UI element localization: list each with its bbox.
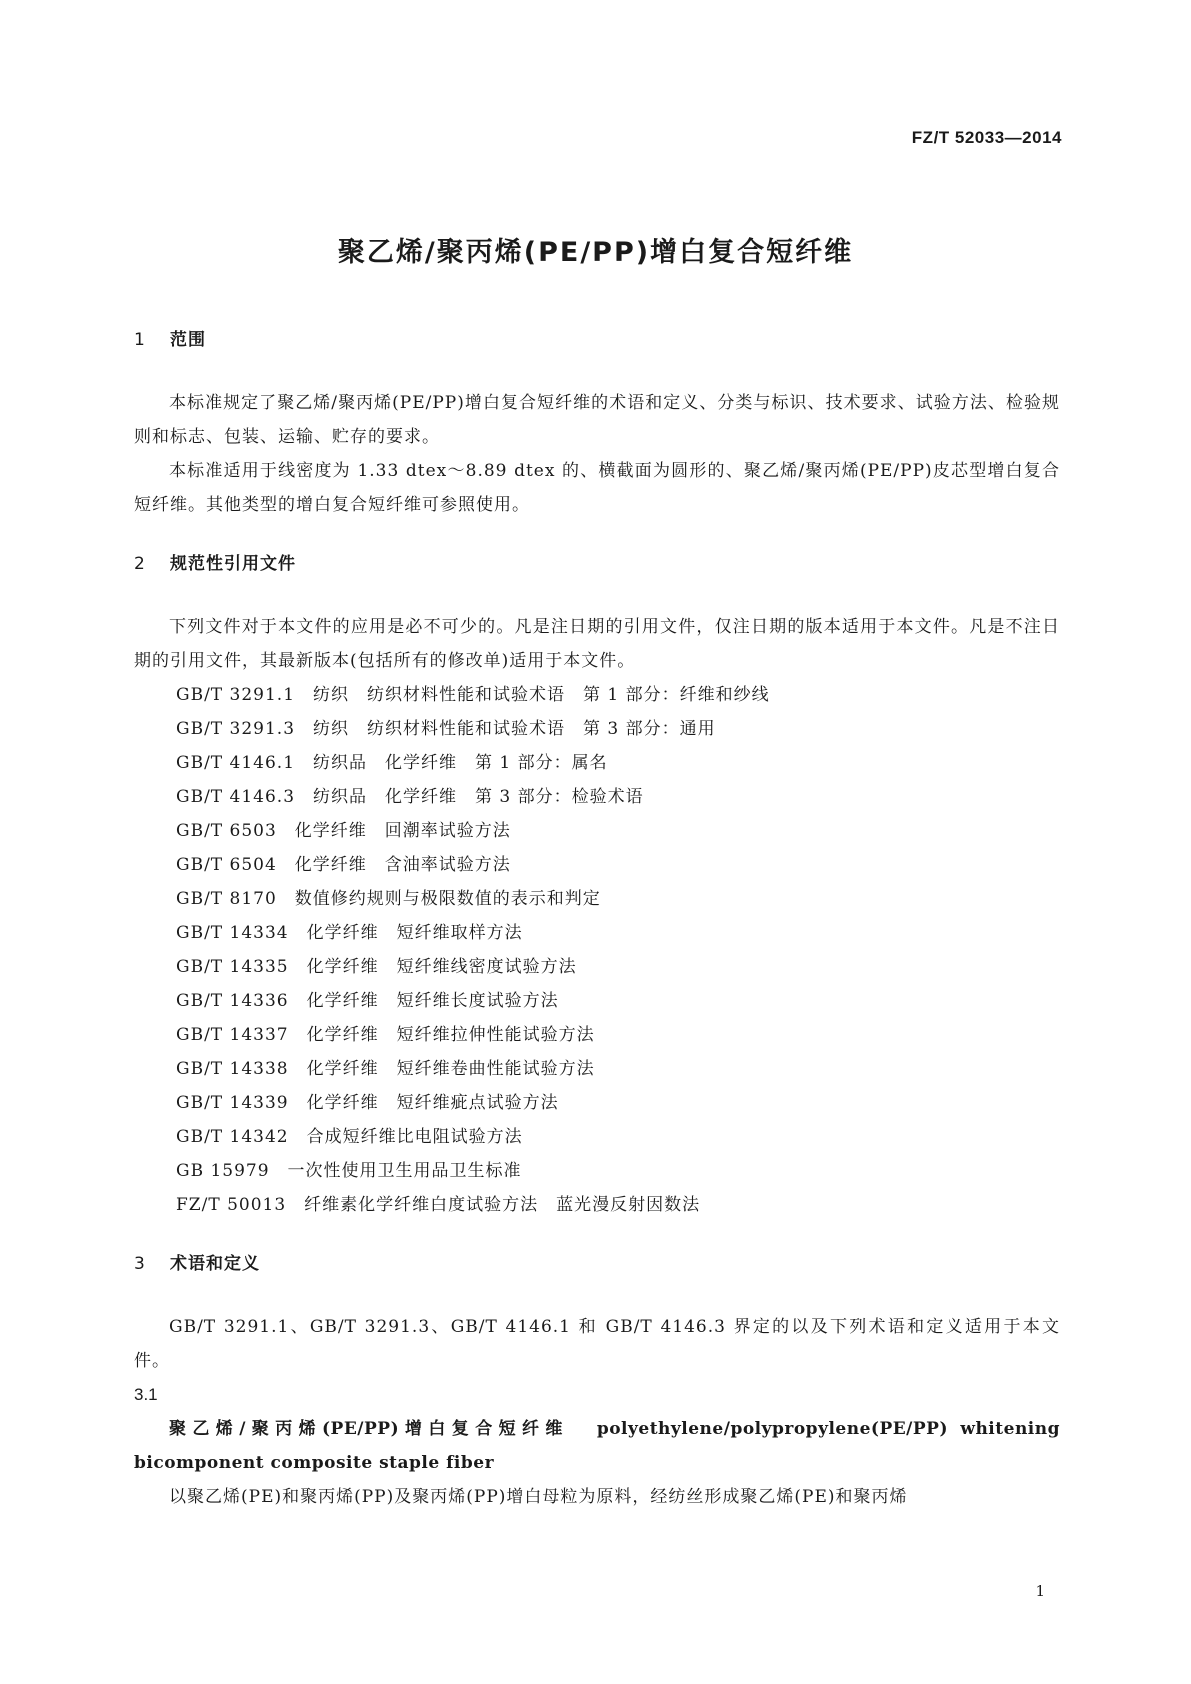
section-heading-terms [134, 1252, 1060, 1276]
reference-item: FZ/T 50013 纤维素化学纤维白度试验方法 蓝光漫反射因数法 [176, 1195, 701, 1215]
section-number: 1 [134, 330, 146, 350]
reference-item: GB/T 14339 化学纤维 短纤维疵点试验方法 [176, 1093, 559, 1113]
reference-item: GB/T 14335 化学纤维 短纤维线密度试验方法 [176, 957, 577, 977]
reference-item: GB/T 14338 化学纤维 短纤维卷曲性能试验方法 [176, 1059, 595, 1079]
section-number: 3 [134, 1254, 146, 1274]
term-name [134, 1412, 1060, 1480]
document-title: 聚乙烯/聚丙烯(PE/PP)增白复合短纤维 [337, 237, 854, 268]
reference-item: GB/T 6503 化学纤维 回潮率试验方法 [176, 821, 511, 841]
reference-item: GB/T 14342 合成短纤维比电阻试验方法 [176, 1127, 523, 1147]
reference-item: GB/T 14336 化学纤维 短纤维长度试验方法 [176, 991, 559, 1011]
scope-paragraph: 本标准规定了聚乙烯/聚丙烯(PE/PP)增白复合短纤维的术语和定义、分类与标识、技术要求、试验方法、检验规则和标志、包装、运输、贮存的要求。 [134, 393, 1060, 447]
references-intro: 下列文件对于本文件的应用是必不可少的。凡是注日期的引用文件，仅注日期的版本适用于本文件。凡是不注日期的引用文件，其最新版本(包括所有的修改单)适用于本文件。 [134, 617, 1060, 671]
term-name-cn: 聚乙烯/聚丙烯(PE/PP)增白复合短纤维 [169, 1419, 569, 1439]
reference-item: GB/T 3291.1 纺织 纺织材料性能和试验术语 第 1 部分：纤维和纱线 [176, 685, 770, 705]
reference-item: GB/T 4146.3 纺织品 化学纤维 第 3 部分：检验术语 [176, 787, 644, 807]
reference-item: GB/T 8170 数值修约规则与极限数值的表示和判定 [176, 889, 601, 909]
terms-intro: GB/T 3291.1、GB/T 3291.3、GB/T 4146.1 和 GB/T 4146.3 界定的以及下列术语和定义适用于本文件。 [134, 1317, 1060, 1371]
term-name-en: polyethylene/polypropylene(PE/PP) whitening bicomponent composite staple fiber [134, 1419, 1061, 1473]
reference-item: GB/T 6504 化学纤维 含油率试验方法 [176, 855, 511, 875]
section-title: 术语和定义 [170, 1254, 260, 1274]
section-number: 2 [134, 554, 146, 574]
term-definition: 以聚乙烯(PE)和聚丙烯(PP)及聚丙烯(PP)增白母粒为原料，经纺丝形成聚乙烯(PE)和聚丙烯 [169, 1487, 908, 1507]
reference-list [134, 678, 1060, 1222]
section-heading-scope [134, 328, 1060, 352]
reference-item: GB/T 14334 化学纤维 短纤维取样方法 [176, 923, 523, 943]
reference-item: GB/T 3291.3 纺织 纺织材料性能和试验术语 第 3 部分：通用 [176, 719, 716, 739]
term-id: 3.1 [134, 1385, 158, 1404]
standard-number: FZ/T 52033—2014 [911, 128, 1062, 147]
reference-item: GB/T 14337 化学纤维 短纤维拉伸性能试验方法 [176, 1025, 595, 1045]
reference-item: GB 15979 一次性使用卫生用品卫生标准 [176, 1161, 522, 1181]
document-body [134, 328, 1060, 1514]
section-title: 范围 [170, 330, 206, 350]
reference-item: GB/T 4146.1 纺织品 化学纤维 第 1 部分：属名 [176, 753, 608, 773]
scope-paragraph: 本标准适用于线密度为 1.33 dtex～8.89 dtex 的、横截面为圆形的、聚乙烯/聚丙烯(PE/PP)皮芯型增白复合短纤维。其他类型的增白复合短纤维可参照使用。 [134, 461, 1060, 515]
page-number: 1 [1035, 1582, 1045, 1600]
section-title: 规范性引用文件 [170, 554, 296, 574]
section-heading-references [134, 552, 1060, 576]
